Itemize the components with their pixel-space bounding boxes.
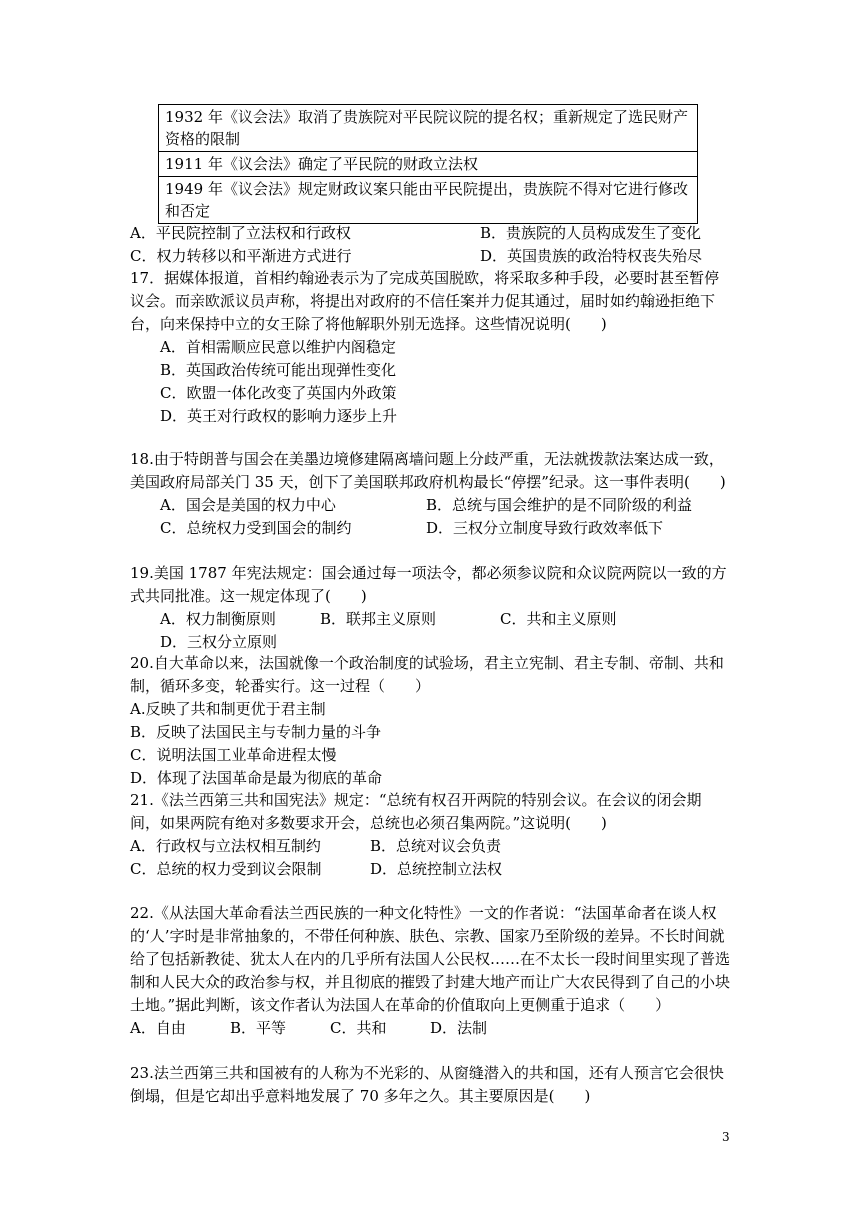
question-stem: 22.《从法国大革命看法兰西民族的一种文化特性》一文的作者说：“法国革命者在谈人权的‘人’字时是非常抽象的，不带任何种族、肤色、宗教、国家乃至阶级的差异。不长时间就给了包括新教徒、犹太人在内的几乎所有法国人公民权……在不太长一段时间里实现了普选制和人民大众的政治参与权，并且彻底的摧毁了封建大地产而让广大农民得到了自己的小块土地。”据此判断，该文作者认为法国人在革命的价值取向上更侧重于追求（ ）	[130, 904, 731, 1014]
option-a: A.反映了共和制更优于君主制	[130, 700, 326, 718]
question-17	[130, 267, 730, 428]
option-b: B．反映了法国民主与专制力量的斗争	[130, 723, 382, 741]
question-18	[130, 448, 730, 540]
option-a: A．行政权与立法权相互制约	[130, 837, 321, 855]
option-c: C．共和主义原则	[500, 610, 617, 628]
option-c: C．总统的权力受到议会限制	[130, 860, 322, 878]
question-stem: 19.美国 1787 年宪法规定：国会通过每一项法令，都必须参议院和众议院两院以一致的方式共同批准。这一规定体现了( )	[130, 564, 727, 605]
question-stem: 21.《法兰西第三共和国宪法》规定：“总统有权召开两院的特别会议。在会议的闭会期间，如果两院有绝对多数要求开会，总统也必须召集两院。”这说明( )	[130, 791, 702, 832]
question-23	[130, 1062, 730, 1108]
option-c: C．共和	[330, 1019, 387, 1037]
option-b: B．贵族院的人员构成发生了变化	[480, 224, 702, 242]
option-a: A．国会是美国的权力中心	[160, 496, 336, 514]
table-cell: 1911 年《议会法》确定了平民院的财政立法权	[159, 152, 698, 177]
option-a: A．权力制衡原则	[160, 610, 276, 628]
option-d: D．三权分立原则	[160, 633, 278, 651]
intro-table	[158, 104, 698, 224]
table-row	[159, 177, 698, 224]
question-20	[130, 652, 730, 790]
option-b: B．英国政治传统可能出现弹性变化	[160, 361, 397, 379]
table-row	[159, 152, 698, 177]
option-c: C．总统权力受到国会的制约	[160, 519, 352, 537]
table-row	[159, 105, 698, 152]
question-21	[130, 789, 730, 881]
q16-options	[130, 222, 730, 268]
option-c: C．欧盟一体化改变了英国内外政策	[160, 384, 397, 402]
option-d: D．三权分立制度导致行政效率低下	[426, 519, 664, 537]
question-stem: 23.法兰西第三共和国被有的人称为不光彩的、从窗缝潜入的共和国，还有人预言它会很快倒塌，但是它却出乎意料地发展了 70 多年之久。其主要原因是( )	[130, 1064, 724, 1105]
question-stem: 20.自大革命以来，法国就像一个政治制度的试验场，君主立宪制、君主专制、帝制、共和制，循环多变，轮番实行。这一过程（ ）	[130, 654, 724, 695]
option-c: C．说明法国工业革命进程太慢	[130, 746, 337, 764]
table-cell: 1949 年《议会法》规定财政议案只能由平民院提出，贵族院不得对它进行修改和否定	[159, 177, 698, 224]
option-d: D．英王对行政权的影响力逐步上升	[160, 407, 398, 425]
page-number: 3	[722, 1130, 730, 1144]
question-22	[130, 902, 730, 1040]
option-d: D．体现了法国革命是最为彻底的革命	[130, 769, 383, 787]
option-b: B．平等	[230, 1019, 287, 1037]
option-b: B．总统对议会负责	[370, 837, 502, 855]
question-19	[130, 562, 730, 654]
option-a: A．首相需顺应民意以维护内阁稳定	[160, 338, 396, 356]
question-stem: 17．据媒体报道，首相约翰逊表示为了完成英国脱欧，将采取多种手段，必要时甚至暂停议会。而亲欧派议员声称，将提出对政府的不信任案并力促其通过，届时如约翰逊拒绝下台，向来保持中立的女王除了将他解职外别无选择。这些情况说明( )	[130, 269, 720, 333]
option-d: D．英国贵族的政治特权丧失殆尽	[480, 247, 703, 265]
table-cell: 1932 年《议会法》取消了贵族院对平民院议院的提名权；重新规定了选民财产资格的限制	[159, 105, 698, 152]
option-b: B．联邦主义原则	[320, 610, 437, 628]
option-d: D．法制	[430, 1019, 488, 1037]
option-c: C．权力转移以和平渐进方式进行	[130, 247, 352, 265]
option-a: A．平民院控制了立法权和行政权	[130, 224, 351, 242]
question-stem: 18.由于特朗普与国会在美墨边境修建隔离墙问题上分歧严重，无法就拨款法案达成一致，美国政府局部关门 35 天，创下了美国联邦政府机构最长“停摆”纪录。这一事件表明( )	[130, 450, 726, 491]
option-d: D．总统控制立法权	[370, 860, 503, 878]
option-b: B．总统与国会维护的是不同阶级的利益	[426, 496, 693, 514]
option-a: A．自由	[130, 1019, 186, 1037]
